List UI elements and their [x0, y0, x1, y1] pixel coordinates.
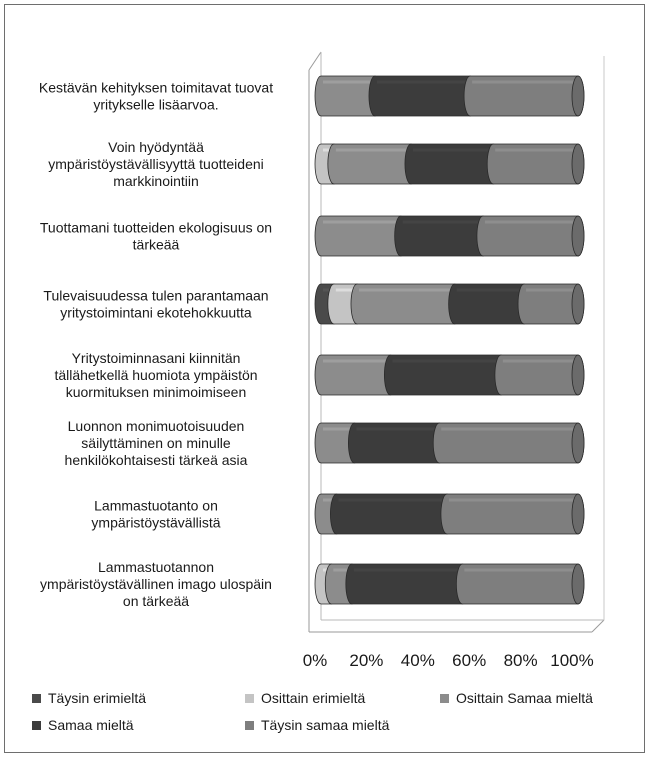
legend-swatch: [32, 721, 41, 730]
legend-swatch: [245, 721, 254, 730]
legend-item: [32, 717, 134, 733]
legend-label: Täysin samaa mieltä: [261, 717, 390, 733]
legend-label: Osittain Samaa mieltä: [456, 690, 593, 706]
bar-end-cap: [572, 564, 584, 604]
legend-item: [245, 690, 365, 706]
legend-item: [32, 690, 146, 706]
bar-end-cap: [572, 144, 584, 184]
x-tick-label: 100%: [550, 651, 594, 670]
top-left-edge: [309, 52, 321, 70]
bar-group: [315, 216, 584, 256]
category-label-line: markkinointiin: [113, 173, 199, 189]
legend-label: Samaa mieltä: [48, 717, 134, 733]
category-label-line: ympäristöystävällisyyttä tuotteideni: [48, 156, 264, 172]
bar-group: [315, 494, 584, 534]
category-label-line: Tuottamani tuotteiden ekologisuus on: [39, 219, 273, 236]
x-tick-label: 20%: [349, 651, 384, 670]
category-label-line: ympäristöystävällinen imago ulospäin: [40, 576, 272, 592]
category-label-line: yritystoimintani ekotehokkuutta: [60, 304, 252, 321]
category-label: [48, 139, 264, 189]
bar-group: [315, 144, 584, 184]
category-label-line: henkilökohtaisesti tärkeä asia: [64, 452, 248, 468]
category-label: [54, 350, 257, 400]
category-label-line: yritykselle lisäarvoa.: [93, 96, 219, 113]
category-label-line: Kestävän kehityksen toimitavat tuovat: [38, 79, 274, 96]
category-label: [91, 498, 220, 531]
bar-end-cap: [572, 423, 584, 463]
legend-item: [440, 690, 593, 706]
bar-end-cap: [572, 284, 584, 324]
x-tick-label: 80%: [503, 651, 538, 670]
x-tick-label: 60%: [452, 651, 487, 670]
category-label-line: Yritystoiminnasani kiinnitän: [71, 350, 241, 366]
legend-item: [245, 717, 389, 733]
category-label: [39, 80, 273, 113]
category-label-line: tärkeää: [132, 236, 180, 253]
category-label-line: Luonnon monimuotoisuuden: [67, 418, 245, 434]
category-label: [65, 418, 248, 468]
category-label-line: ympäristöystävällistä: [91, 514, 221, 531]
category-label-line: säilyttäminen on minulle: [81, 435, 231, 451]
plot-walls: [309, 52, 604, 632]
category-label: [40, 559, 272, 609]
legend-label: Osittain erimieltä: [261, 690, 366, 706]
bar-end-cap: [572, 494, 584, 534]
x-tick-label: 40%: [400, 651, 435, 670]
legend-swatch: [440, 694, 449, 703]
category-label-line: Lammastuotannon: [98, 559, 214, 575]
category-label: [40, 220, 272, 253]
bar-end-cap: [572, 355, 584, 395]
bar-end-cap: [572, 76, 584, 116]
category-label-line: kuormituksen minimoimiseen: [65, 384, 247, 400]
legend-label: Täysin erimieltä: [48, 690, 147, 706]
bar-group: [315, 355, 584, 395]
category-label: [43, 288, 268, 321]
category-label-line: Lammastuotanto on: [94, 497, 218, 514]
bar-group: [315, 564, 584, 604]
bar-end-cap: [572, 216, 584, 256]
bar-group: [315, 423, 584, 463]
category-label-line: on tärkeää: [122, 593, 190, 609]
category-label-line: Voin hyödyntää: [108, 139, 204, 155]
category-label-line: Tulevaisuudessa tulen parantamaan: [43, 287, 269, 304]
bar-group: [315, 76, 584, 116]
bar-group: [315, 284, 584, 324]
x-tick-label: 0%: [302, 651, 328, 670]
category-label-line: tällähetkellä huomiota ympäistön: [54, 367, 258, 383]
legend-swatch: [245, 694, 254, 703]
legend-swatch: [32, 694, 41, 703]
floor-right-edge: [592, 620, 604, 632]
